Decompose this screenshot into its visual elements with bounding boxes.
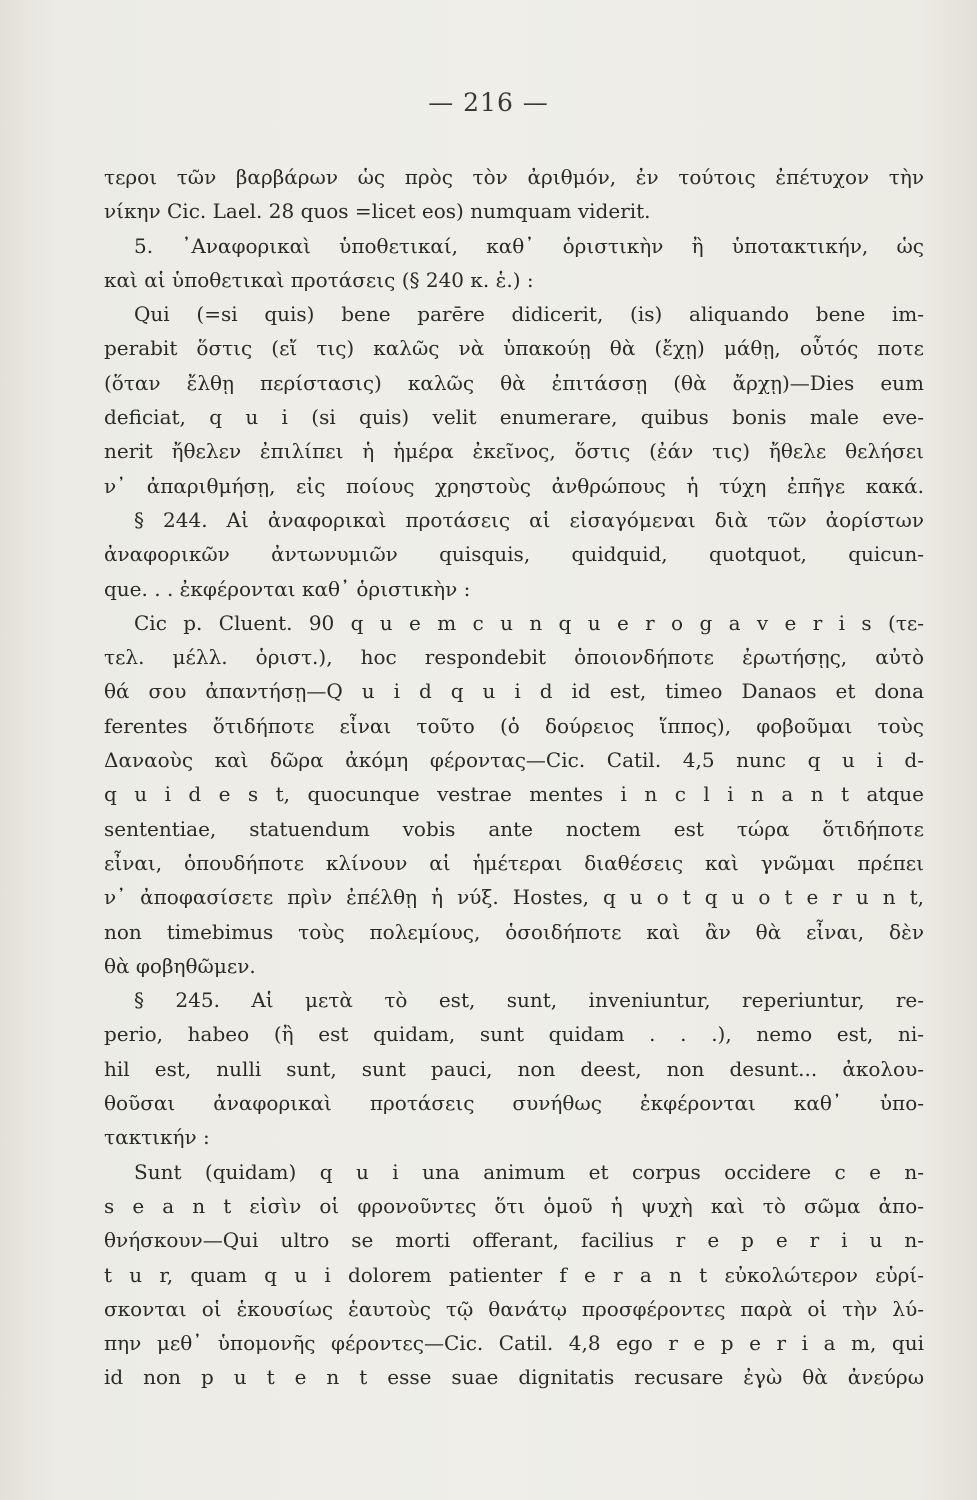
text-line: nerit ἤθελεν ἐπιλίπει ἡ ἡμέρα ἐκεῖνος, ὅστις (ἐάν τις) ἤθελε θελήσει (104, 439, 924, 464)
text-line: θνήσκουν—Qui ultro se morti offerant, facilius r e p e r i u n- (104, 1228, 924, 1253)
text-line: τεροι τῶν βαρβάρων ὡς πρὸς τὸν ἀριθμόν, ἐν τούτοις ἐπέτυχον τὴν (104, 165, 924, 189)
text-line: perabit ὅστις (εἴ τις) καλῶς νὰ ὑπακούῃ θὰ (ἔχῃ) μάθῃ, οὗτός ποτε (104, 336, 924, 361)
text-line: τελ. μέλλ. ὁριστ.), hoc respondebit ὁποιονδήποτε ἐρωτήσῃς, αὐτὸ (104, 645, 924, 670)
text-line: θά σου ἀπαντήσῃ—Q u i d q u i d id est, timeo Danaos et dona (104, 679, 924, 704)
page-number: — 216 — (428, 88, 549, 117)
text-line: non timebimus τοὺς πολεμίους, ὁσοιδήποτε καὶ ἂν θὰ εἶναι, δὲν (104, 919, 924, 944)
text-line: εἶναι, ὁπουδήποτε κλίνουν αἱ ἡμέτεραι διαθέσεις καὶ γνῶμαι πρέπει (104, 850, 924, 875)
text-line: hil est, nulli sunt, sunt pauci, non deest, non desunt... ἀκολου- (104, 1056, 924, 1081)
text-line: perio, habeo (ἢ est quidam, sunt quidam . . .), nemo est, ni- (104, 1022, 924, 1047)
text-line: id non p u t e n t esse suae dignitatis recusare ἐγὼ θὰ ἀνεύρω (104, 1365, 924, 1390)
text-line: θὰ φοβηθῶμεν. (104, 953, 256, 978)
text-line: ν᾽ ἀποφασίσετε πρὶν ἐπέλθῃ ἡ νύξ. Hostes, q u o t q u o t e r u n t, (104, 885, 924, 910)
text-line: σκονται οἱ ἑκουσίως ἑαυτοὺς τῷ θανάτῳ προσφέροντες παρὰ οἱ τὴν λύ- (104, 1296, 924, 1321)
section-245-heading-line: § 245. Αἱ μετὰ τὸ est, sunt, inveniuntur, reperiuntur, re- (134, 988, 924, 1013)
text-line: ferentes ὅτιδήποτε εἶναι τοῦτο (ὁ δούρειος ἵππος), φοβοῦμαι τοὺς (104, 713, 924, 738)
text-line: t u r, quam q u i dolorem patienter f e r a n t εὐκολώτερον εὑρί- (104, 1262, 924, 1287)
text-line: Sunt (quidam) q u i una animum et corpus occidere c e n- (134, 1159, 924, 1184)
text-line: Δαναοὺς καὶ δῶρα ἀκόμη φέροντας—Cic. Catil. 4,5 nunc q u i d- (104, 748, 924, 773)
text-line: s e a n t εἰσὶν οἱ φρονοῦντες ὅτι ὁμοῦ ἡ ψυχὴ καὶ τὸ σῶμα ἀπο- (104, 1193, 924, 1218)
text-line: πην μεθ᾽ ὑπομονῆς φέροντες—Cic. Catil. 4,8 ego r e p e r i a m, qui (104, 1331, 924, 1356)
text-line: Qui (=si quis) bene parēre didicerit, (is) aliquando bene im- (134, 302, 924, 327)
section-5-heading-line: 5. ᾽Αναφορικαὶ ὑποθετικαί, καθ᾽ ὁριστικὴν ἢ ὑποτακτικήν, ὡς (134, 233, 924, 258)
body-text (104, 160, 924, 1395)
text-line: τακτικήν : (104, 1125, 210, 1150)
text-line: sententiae, statuendum vobis ante noctem est τώρα ὅτιδήποτε (104, 816, 924, 841)
text-line: q u i d e s t, quocunque vestrae mentes i n c l i n a n t atque (104, 782, 924, 807)
text-line: νίκην Cic. Lael. 28 quos =licet eos) numquam viderit. (104, 199, 651, 224)
text-line: (ὅταν ἔλθῃ περίστασις) καλῶς θὰ ἐπιτάσσῃ (θὰ ἄρχῃ)—Dies eum (104, 370, 924, 395)
text-line: καὶ αἱ ὑποθετικαὶ προτάσεις (§ 240 κ. ἑ.) : (104, 267, 534, 292)
text-line: que. . . ἐκφέρονται καθ᾽ ὁριστικὴν : (104, 576, 471, 601)
text-line: θοῦσαι ἀναφορικαὶ προτάσεις συνήθως ἐκφέρονται καθ᾽ ὑπο- (104, 1091, 924, 1116)
text-line: deficiat, q u i (si quis) velit enumerare, quibus bonis male eve- (104, 405, 924, 430)
text-line: Cic p. Cluent. 90 q u e m c u n q u e r o g a v e r i s (τε- (134, 610, 924, 635)
text-line: ἀναφορικῶν ἀντωνυμιῶν quisquis, quidquid, quotquot, quicun- (104, 542, 924, 567)
text-line: ν᾽ ἀπαριθμήσῃ, εἰς ποίους χρηστοὺς ἀνθρώπους ἡ τύχη ἐπῆγε κακά. (104, 473, 924, 498)
section-244-heading-line: § 244. Αἱ ἀναφορικαὶ προτάσεις αἱ εἰσαγόμεναι διὰ τῶν ἀορίστων (134, 507, 924, 532)
